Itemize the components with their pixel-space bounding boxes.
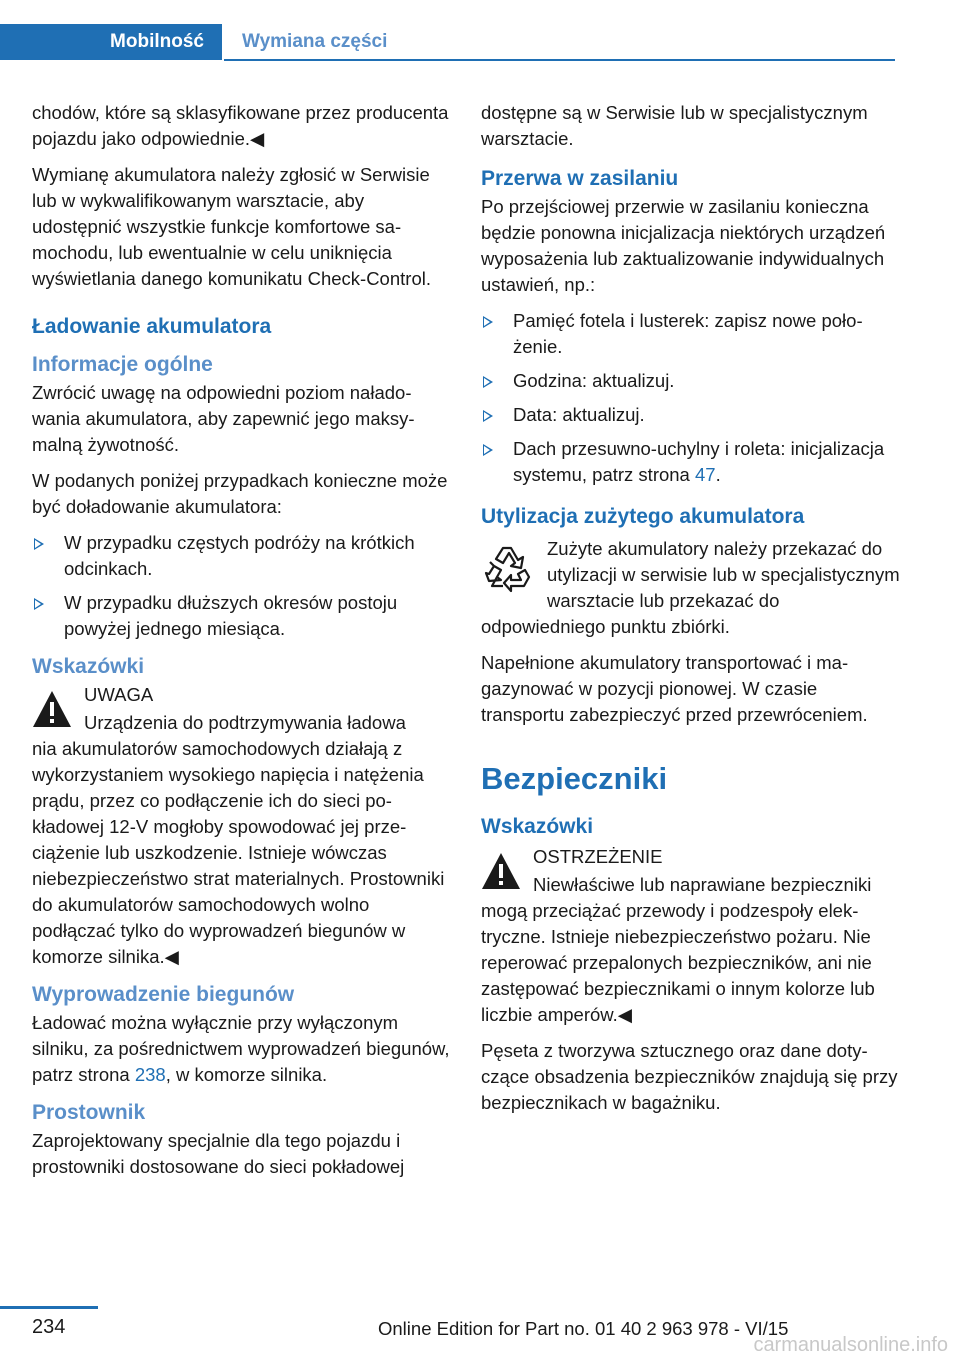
page-number: 234 [32, 1316, 66, 1338]
subsection-heading: Informacje ogólne [32, 353, 213, 376]
triangle-bullet-icon [34, 538, 44, 550]
chapter-heading: Bezpieczniki [481, 761, 668, 796]
recycle-note [481, 536, 901, 640]
list-item: Data: aktualizuj. [481, 402, 901, 428]
paragraph: Wymianę akumulatora należy zgłosić w Serwisie lub w wykwalifikowanym warsztacie, aby udostępnić wszystkie funkcje komfortowe samochodu, lub ewentualnie w celu uniknięcia wyświetlania danego komunikatu Check-Control. [32, 164, 431, 289]
list-item: W przypadku częstych podróży na krótkich odcinkach. [32, 530, 452, 582]
warning-box [481, 844, 901, 1028]
section-heading: Ładowanie akumulatora [32, 315, 272, 338]
paragraph: Zwrócić uwagę na odpowiedni poziom naładowania akumulatora, aby zapewnić jego maksymalną żywotność. [32, 382, 415, 455]
left-column [32, 100, 452, 1190]
watermark: carmanualsonline.info [753, 1334, 948, 1356]
paragraph: Zaprojektowany specjalnie dla tego pojazdu i prostowniki dostosowane do sieci pokładowej [32, 1130, 405, 1177]
paragraph: Pęseta z tworzywa sztucznego oraz dane dotyczące obsadzenia bezpieczników znajdują się przy bezpiecznikach w bagażniku. [481, 1040, 898, 1113]
paragraph: Ładować można wyłącznie przy wyłączonym silniku, za pośrednictwem wyprowadzeń biegunów, patrz strona 238, w komorze silnika. [32, 1012, 450, 1085]
warning-triangle-icon [32, 690, 72, 728]
paragraph: chodów, które są sklasyfikowane przez producenta pojazdu jako odpowiednie.◀ [32, 102, 449, 149]
header-divider [224, 59, 895, 61]
tab-mobilnosc[interactable]: Mobilność [0, 24, 222, 60]
section-heading: Przerwa w zasilaniu [481, 167, 679, 190]
bullet-list [481, 308, 901, 488]
recycle-text: Zużyte akumulatory należy przekazać do utylizacji w serwisie lub w specjalistycznym warsztacie lub przekazać do [547, 538, 900, 611]
paragraph: odpowiedniego punktu zbiórki. [481, 616, 730, 637]
footer-divider [0, 1306, 98, 1309]
list-item: W przypadku dłuższych okresów postoju powyżej jednego miesiąca. [32, 590, 452, 642]
paragraph: Po przejściowej przerwie w zasilaniu konieczna będzie ponowna inicjalizacja niektórych urządzeń wyposażenia lub zaktualizowanie indywidualnych ustawień, np.: [481, 196, 886, 295]
subsection-heading: Prostownik [32, 1101, 146, 1124]
right-column [481, 100, 901, 1126]
warning-box [32, 682, 452, 970]
paragraph: dostępne są w Serwisie lub w specjalistycznym warsztacie. [481, 102, 868, 149]
warning-triangle-icon [481, 852, 521, 890]
subsection-heading: Wyprowadzenie biegunów [32, 983, 295, 1006]
page-link[interactable]: 238 [134, 1064, 166, 1085]
edition-info: Online Edition for Part no. 01 40 2 963 978 - VI/15 [378, 1318, 789, 1339]
recycle-icon [481, 540, 537, 596]
paragraph: W podanych poniżej przypadkach konieczne może być doładowanie akumulatora: [32, 470, 448, 517]
section-heading: Utylizacja zużytego akumulatora [481, 505, 805, 528]
paragraph: Napełnione akumulatory transportować i magazynować w pozycji pionowej. W czasie transportu zabezpieczyć przed przewróceniem. [481, 652, 868, 725]
triangle-bullet-icon [483, 444, 493, 456]
subsection-heading: Wskazówki [481, 815, 594, 838]
list-item: Dach przesuwno-uchylny i roleta: inicjalizacja systemu, patrz strona 47. [481, 436, 901, 488]
subsection-heading: Wskazówki [32, 655, 145, 678]
triangle-bullet-icon [483, 410, 493, 422]
page-link[interactable]: 47 [694, 464, 716, 485]
triangle-bullet-icon [483, 316, 493, 328]
list-item: Godzina: aktualizuj. [481, 368, 901, 394]
warning-title: OSTRZEŻENIE [533, 846, 663, 867]
warning-text: Urządzenia do podtrzymywania ładowa nia akumulatorów samochodowych działają z wykorzystaniem wysokiego napięcia i natężenia prądu, przez co podłączenie ich do sieci pokładowej 12-V mogłoby spowodować jej przeciążenie lub uszkodzenie. Istnieje wówczas niebezpieczeństwo strat materialnych. Prostowniki do akumulatorów samochodowych wolno podłączać tylko do wyprowadzeń biegunów w komorze silnika.◀ [32, 712, 445, 967]
tab-wymiana-czesci[interactable]: Wymiana części [242, 31, 388, 52]
triangle-bullet-icon [34, 598, 44, 610]
warning-title: UWAGA [84, 684, 154, 705]
warning-text: Niewłaściwe lub naprawiane bezpieczniki mogą przeciążać przewody i podzespoły elektryczne. Istnieje niebezpieczeństwo pożaru. Nie reperować przepalonych bezpieczników, ani nie zastępować bezpiecznikami o innym kolorze lub liczbie amperów.◀ [481, 874, 875, 1025]
triangle-bullet-icon [483, 376, 493, 388]
header-tabs [0, 24, 895, 62]
list-item: Pamięć fotela i lusterek: zapisz nowe położenie. [481, 308, 901, 360]
bullet-list [32, 530, 452, 642]
